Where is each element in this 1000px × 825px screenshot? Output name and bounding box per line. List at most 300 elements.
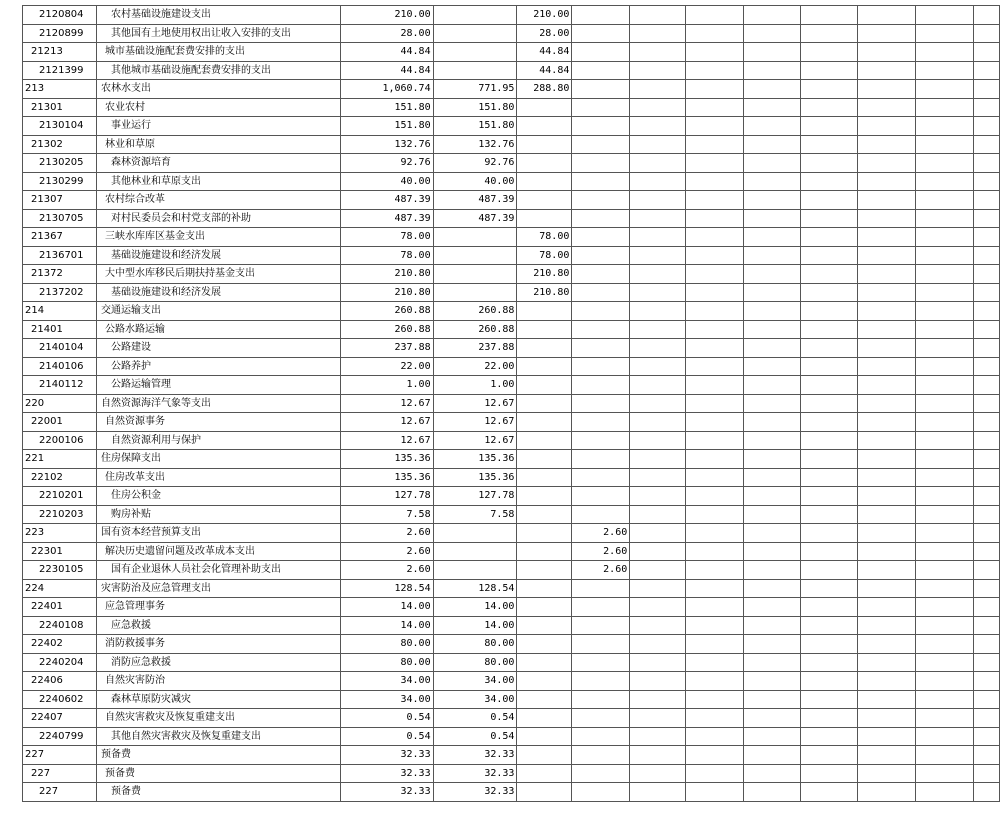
empty-cell: [630, 413, 686, 432]
empty-cell: [686, 283, 744, 302]
empty-cell: [743, 117, 800, 136]
government-fund-cell: [517, 320, 572, 339]
table-row: [23, 413, 1000, 432]
empty-cell: [630, 616, 686, 635]
empty-cell: [686, 339, 744, 358]
empty-cell: [800, 320, 858, 339]
total-amount-cell: 0.54: [340, 709, 433, 728]
empty-cell: [858, 283, 916, 302]
account-code-cell: 2140112: [23, 376, 97, 395]
empty-cell: [858, 135, 916, 154]
empty-cell: [743, 431, 800, 450]
total-amount-cell: 2.60: [340, 524, 433, 543]
empty-cell: [858, 616, 916, 635]
empty-cell: [630, 561, 686, 580]
empty-cell: [800, 431, 858, 450]
empty-cell: [686, 709, 744, 728]
general-budget-cell: [433, 61, 517, 80]
general-budget-cell: 80.00: [433, 653, 517, 672]
empty-cell: [973, 357, 999, 376]
empty-cell: [800, 468, 858, 487]
empty-cell: [973, 209, 999, 228]
empty-cell: [858, 727, 916, 746]
government-fund-cell: 288.80: [517, 80, 572, 99]
account-code-cell: 21401: [23, 320, 97, 339]
empty-cell: [916, 357, 974, 376]
empty-cell: [916, 598, 974, 617]
government-fund-cell: [517, 394, 572, 413]
empty-cell: [630, 376, 686, 395]
table-row: [23, 6, 1000, 25]
empty-cell: [858, 320, 916, 339]
empty-cell: [630, 672, 686, 691]
total-amount-cell: 14.00: [340, 616, 433, 635]
empty-cell: [686, 653, 744, 672]
state-capital-cell: [572, 783, 630, 802]
empty-cell: [916, 672, 974, 691]
government-fund-cell: [517, 487, 572, 506]
table-row: [23, 339, 1000, 358]
empty-cell: [800, 783, 858, 802]
empty-cell: [800, 135, 858, 154]
general-budget-cell: 260.88: [433, 302, 517, 321]
empty-cell: [916, 209, 974, 228]
total-amount-cell: 2.60: [340, 542, 433, 561]
table-row: [23, 690, 1000, 709]
account-code-cell: 2240204: [23, 653, 97, 672]
empty-cell: [630, 209, 686, 228]
table-row: [23, 653, 1000, 672]
empty-cell: [743, 246, 800, 265]
empty-cell: [686, 246, 744, 265]
table-row: [23, 320, 1000, 339]
empty-cell: [686, 191, 744, 210]
empty-cell: [916, 24, 974, 43]
empty-cell: [800, 24, 858, 43]
total-amount-cell: 2.60: [340, 561, 433, 580]
general-budget-cell: 14.00: [433, 616, 517, 635]
empty-cell: [916, 172, 974, 191]
state-capital-cell: [572, 653, 630, 672]
table-row: [23, 579, 1000, 598]
total-amount-cell: 7.58: [340, 505, 433, 524]
account-name-cell: 灾害防治及应急管理支出: [96, 579, 340, 598]
empty-cell: [630, 505, 686, 524]
table-row: [23, 246, 1000, 265]
empty-cell: [973, 228, 999, 247]
empty-cell: [630, 727, 686, 746]
table-row: [23, 727, 1000, 746]
total-amount-cell: 151.80: [340, 117, 433, 136]
empty-cell: [686, 635, 744, 654]
account-code-cell: 224: [23, 579, 97, 598]
empty-cell: [858, 154, 916, 173]
empty-cell: [858, 783, 916, 802]
table-row: [23, 709, 1000, 728]
empty-cell: [858, 579, 916, 598]
state-capital-cell: [572, 579, 630, 598]
empty-cell: [973, 709, 999, 728]
empty-cell: [973, 283, 999, 302]
empty-cell: [743, 561, 800, 580]
state-capital-cell: [572, 228, 630, 247]
empty-cell: [686, 394, 744, 413]
total-amount-cell: 28.00: [340, 24, 433, 43]
empty-cell: [800, 246, 858, 265]
government-fund-cell: [517, 727, 572, 746]
empty-cell: [630, 283, 686, 302]
empty-cell: [916, 302, 974, 321]
account-code-cell: 21213: [23, 43, 97, 62]
account-name-cell: 应急救援: [96, 616, 340, 635]
empty-cell: [630, 431, 686, 450]
state-capital-cell: [572, 320, 630, 339]
account-code-cell: 223: [23, 524, 97, 543]
empty-cell: [800, 727, 858, 746]
account-code-cell: 2240602: [23, 690, 97, 709]
empty-cell: [743, 320, 800, 339]
account-code-cell: 227: [23, 764, 97, 783]
empty-cell: [686, 487, 744, 506]
state-capital-cell: [572, 431, 630, 450]
account-code-cell: 2137202: [23, 283, 97, 302]
empty-cell: [630, 302, 686, 321]
empty-cell: [973, 265, 999, 284]
table-row: [23, 635, 1000, 654]
government-fund-cell: [517, 135, 572, 154]
general-budget-cell: 92.76: [433, 154, 517, 173]
government-fund-cell: [517, 413, 572, 432]
total-amount-cell: 12.67: [340, 431, 433, 450]
empty-cell: [743, 468, 800, 487]
empty-cell: [800, 505, 858, 524]
empty-cell: [630, 135, 686, 154]
empty-cell: [973, 468, 999, 487]
account-name-cell: 森林草原防灾减灾: [96, 690, 340, 709]
empty-cell: [686, 80, 744, 99]
empty-cell: [630, 394, 686, 413]
empty-cell: [858, 709, 916, 728]
account-name-cell: 住房改革支出: [96, 468, 340, 487]
empty-cell: [973, 653, 999, 672]
empty-cell: [800, 653, 858, 672]
table-row: [23, 450, 1000, 469]
empty-cell: [630, 172, 686, 191]
account-code-cell: 2240108: [23, 616, 97, 635]
total-amount-cell: 44.84: [340, 61, 433, 80]
general-budget-cell: 1.00: [433, 376, 517, 395]
total-amount-cell: 260.88: [340, 320, 433, 339]
empty-cell: [973, 246, 999, 265]
budget-table: [22, 5, 1000, 802]
total-amount-cell: 80.00: [340, 635, 433, 654]
empty-cell: [973, 135, 999, 154]
empty-cell: [800, 43, 858, 62]
empty-cell: [800, 154, 858, 173]
empty-cell: [858, 302, 916, 321]
account-code-cell: 21302: [23, 135, 97, 154]
account-name-cell: 交通运输支出: [96, 302, 340, 321]
empty-cell: [916, 579, 974, 598]
general-budget-cell: 260.88: [433, 320, 517, 339]
empty-cell: [973, 450, 999, 469]
account-code-cell: 2210203: [23, 505, 97, 524]
account-code-cell: 21367: [23, 228, 97, 247]
total-amount-cell: 44.84: [340, 43, 433, 62]
total-amount-cell: 151.80: [340, 98, 433, 117]
account-name-cell: 解决历史遗留问题及改革成本支出: [96, 542, 340, 561]
state-capital-cell: [572, 98, 630, 117]
government-fund-cell: 210.00: [517, 6, 572, 25]
total-amount-cell: 12.67: [340, 394, 433, 413]
total-amount-cell: 32.33: [340, 783, 433, 802]
empty-cell: [800, 376, 858, 395]
account-code-cell: 22407: [23, 709, 97, 728]
account-name-cell: 农业农村: [96, 98, 340, 117]
empty-cell: [973, 524, 999, 543]
empty-cell: [686, 172, 744, 191]
table-row: [23, 209, 1000, 228]
account-name-cell: 公路建设: [96, 339, 340, 358]
table-row: [23, 228, 1000, 247]
empty-cell: [858, 228, 916, 247]
table-row: [23, 505, 1000, 524]
empty-cell: [686, 505, 744, 524]
empty-cell: [858, 6, 916, 25]
empty-cell: [686, 61, 744, 80]
empty-cell: [686, 98, 744, 117]
account-code-cell: 21307: [23, 191, 97, 210]
empty-cell: [916, 376, 974, 395]
empty-cell: [800, 709, 858, 728]
empty-cell: [686, 561, 744, 580]
empty-cell: [686, 302, 744, 321]
general-budget-cell: 128.54: [433, 579, 517, 598]
general-budget-cell: 0.54: [433, 709, 517, 728]
empty-cell: [858, 117, 916, 136]
empty-cell: [973, 764, 999, 783]
empty-cell: [858, 653, 916, 672]
empty-cell: [973, 320, 999, 339]
state-capital-cell: [572, 209, 630, 228]
empty-cell: [973, 61, 999, 80]
empty-cell: [800, 339, 858, 358]
state-capital-cell: [572, 172, 630, 191]
account-name-cell: 森林资源培育: [96, 154, 340, 173]
government-fund-cell: 210.80: [517, 265, 572, 284]
general-budget-cell: [433, 524, 517, 543]
empty-cell: [973, 339, 999, 358]
account-code-cell: 221: [23, 450, 97, 469]
empty-cell: [686, 265, 744, 284]
empty-cell: [973, 6, 999, 25]
empty-cell: [630, 154, 686, 173]
state-capital-cell: [572, 6, 630, 25]
empty-cell: [743, 43, 800, 62]
government-fund-cell: [517, 302, 572, 321]
state-capital-cell: 2.60: [572, 542, 630, 561]
empty-cell: [800, 98, 858, 117]
empty-cell: [916, 468, 974, 487]
empty-cell: [743, 24, 800, 43]
empty-cell: [916, 283, 974, 302]
table-row: [23, 154, 1000, 173]
empty-cell: [630, 690, 686, 709]
empty-cell: [916, 6, 974, 25]
account-name-cell: 农村综合改革: [96, 191, 340, 210]
state-capital-cell: [572, 468, 630, 487]
state-capital-cell: [572, 339, 630, 358]
total-amount-cell: 22.00: [340, 357, 433, 376]
empty-cell: [743, 413, 800, 432]
general-budget-cell: 771.95: [433, 80, 517, 99]
empty-cell: [916, 265, 974, 284]
total-amount-cell: 135.36: [340, 450, 433, 469]
account-name-cell: 预备费: [96, 746, 340, 765]
empty-cell: [858, 357, 916, 376]
total-amount-cell: 12.67: [340, 413, 433, 432]
general-budget-cell: 14.00: [433, 598, 517, 617]
general-budget-cell: [433, 246, 517, 265]
account-code-cell: 213: [23, 80, 97, 99]
empty-cell: [630, 80, 686, 99]
total-amount-cell: 1.00: [340, 376, 433, 395]
empty-cell: [800, 487, 858, 506]
empty-cell: [800, 746, 858, 765]
account-name-cell: 自然灾害防治: [96, 672, 340, 691]
empty-cell: [858, 450, 916, 469]
empty-cell: [743, 505, 800, 524]
account-code-cell: 2130299: [23, 172, 97, 191]
empty-cell: [973, 191, 999, 210]
empty-cell: [858, 561, 916, 580]
state-capital-cell: 2.60: [572, 524, 630, 543]
account-name-cell: 林业和草原: [96, 135, 340, 154]
government-fund-cell: [517, 579, 572, 598]
empty-cell: [630, 228, 686, 247]
empty-cell: [973, 172, 999, 191]
account-code-cell: 2130205: [23, 154, 97, 173]
account-code-cell: 22301: [23, 542, 97, 561]
empty-cell: [630, 98, 686, 117]
empty-cell: [973, 431, 999, 450]
empty-cell: [743, 653, 800, 672]
government-fund-cell: 44.84: [517, 61, 572, 80]
table-row: [23, 98, 1000, 117]
empty-cell: [686, 468, 744, 487]
account-name-cell: 其他自然灾害救灾及恢复重建支出: [96, 727, 340, 746]
empty-cell: [858, 468, 916, 487]
state-capital-cell: [572, 376, 630, 395]
empty-cell: [743, 228, 800, 247]
empty-cell: [686, 783, 744, 802]
account-code-cell: 2140106: [23, 357, 97, 376]
empty-cell: [800, 450, 858, 469]
empty-cell: [686, 43, 744, 62]
empty-cell: [743, 542, 800, 561]
account-code-cell: 22402: [23, 635, 97, 654]
general-budget-cell: 487.39: [433, 209, 517, 228]
empty-cell: [916, 709, 974, 728]
empty-cell: [743, 302, 800, 321]
account-code-cell: 2140104: [23, 339, 97, 358]
government-fund-cell: [517, 191, 572, 210]
empty-cell: [858, 24, 916, 43]
state-capital-cell: [572, 80, 630, 99]
empty-cell: [743, 135, 800, 154]
empty-cell: [858, 191, 916, 210]
total-amount-cell: 132.76: [340, 135, 433, 154]
empty-cell: [686, 524, 744, 543]
empty-cell: [743, 450, 800, 469]
empty-cell: [973, 80, 999, 99]
empty-cell: [858, 80, 916, 99]
empty-cell: [973, 413, 999, 432]
empty-cell: [973, 505, 999, 524]
empty-cell: [743, 690, 800, 709]
empty-cell: [686, 154, 744, 173]
government-fund-cell: [517, 505, 572, 524]
state-capital-cell: [572, 727, 630, 746]
empty-cell: [630, 579, 686, 598]
empty-cell: [973, 727, 999, 746]
account-name-cell: 事业运行: [96, 117, 340, 136]
state-capital-cell: [572, 505, 630, 524]
empty-cell: [858, 524, 916, 543]
account-code-cell: 2120899: [23, 24, 97, 43]
empty-cell: [630, 24, 686, 43]
account-code-cell: 22406: [23, 672, 97, 691]
empty-cell: [743, 394, 800, 413]
state-capital-cell: [572, 135, 630, 154]
table-row: [23, 561, 1000, 580]
empty-cell: [858, 764, 916, 783]
total-amount-cell: 135.36: [340, 468, 433, 487]
general-budget-cell: [433, 561, 517, 580]
total-amount-cell: 80.00: [340, 653, 433, 672]
account-name-cell: 住房保障支出: [96, 450, 340, 469]
table-row: [23, 80, 1000, 99]
total-amount-cell: 32.33: [340, 764, 433, 783]
empty-cell: [743, 265, 800, 284]
account-name-cell: 公路运输管理: [96, 376, 340, 395]
empty-cell: [916, 61, 974, 80]
empty-cell: [686, 228, 744, 247]
empty-cell: [743, 727, 800, 746]
empty-cell: [916, 764, 974, 783]
empty-cell: [916, 394, 974, 413]
account-name-cell: 农林水支出: [96, 80, 340, 99]
empty-cell: [916, 43, 974, 62]
state-capital-cell: [572, 43, 630, 62]
empty-cell: [973, 376, 999, 395]
empty-cell: [686, 135, 744, 154]
government-fund-cell: [517, 154, 572, 173]
government-fund-cell: [517, 357, 572, 376]
empty-cell: [858, 746, 916, 765]
account-name-cell: 购房补贴: [96, 505, 340, 524]
empty-cell: [858, 43, 916, 62]
state-capital-cell: [572, 246, 630, 265]
table-row: [23, 394, 1000, 413]
empty-cell: [686, 431, 744, 450]
empty-cell: [630, 6, 686, 25]
empty-cell: [743, 283, 800, 302]
state-capital-cell: [572, 635, 630, 654]
empty-cell: [743, 376, 800, 395]
general-budget-cell: [433, 265, 517, 284]
state-capital-cell: [572, 746, 630, 765]
